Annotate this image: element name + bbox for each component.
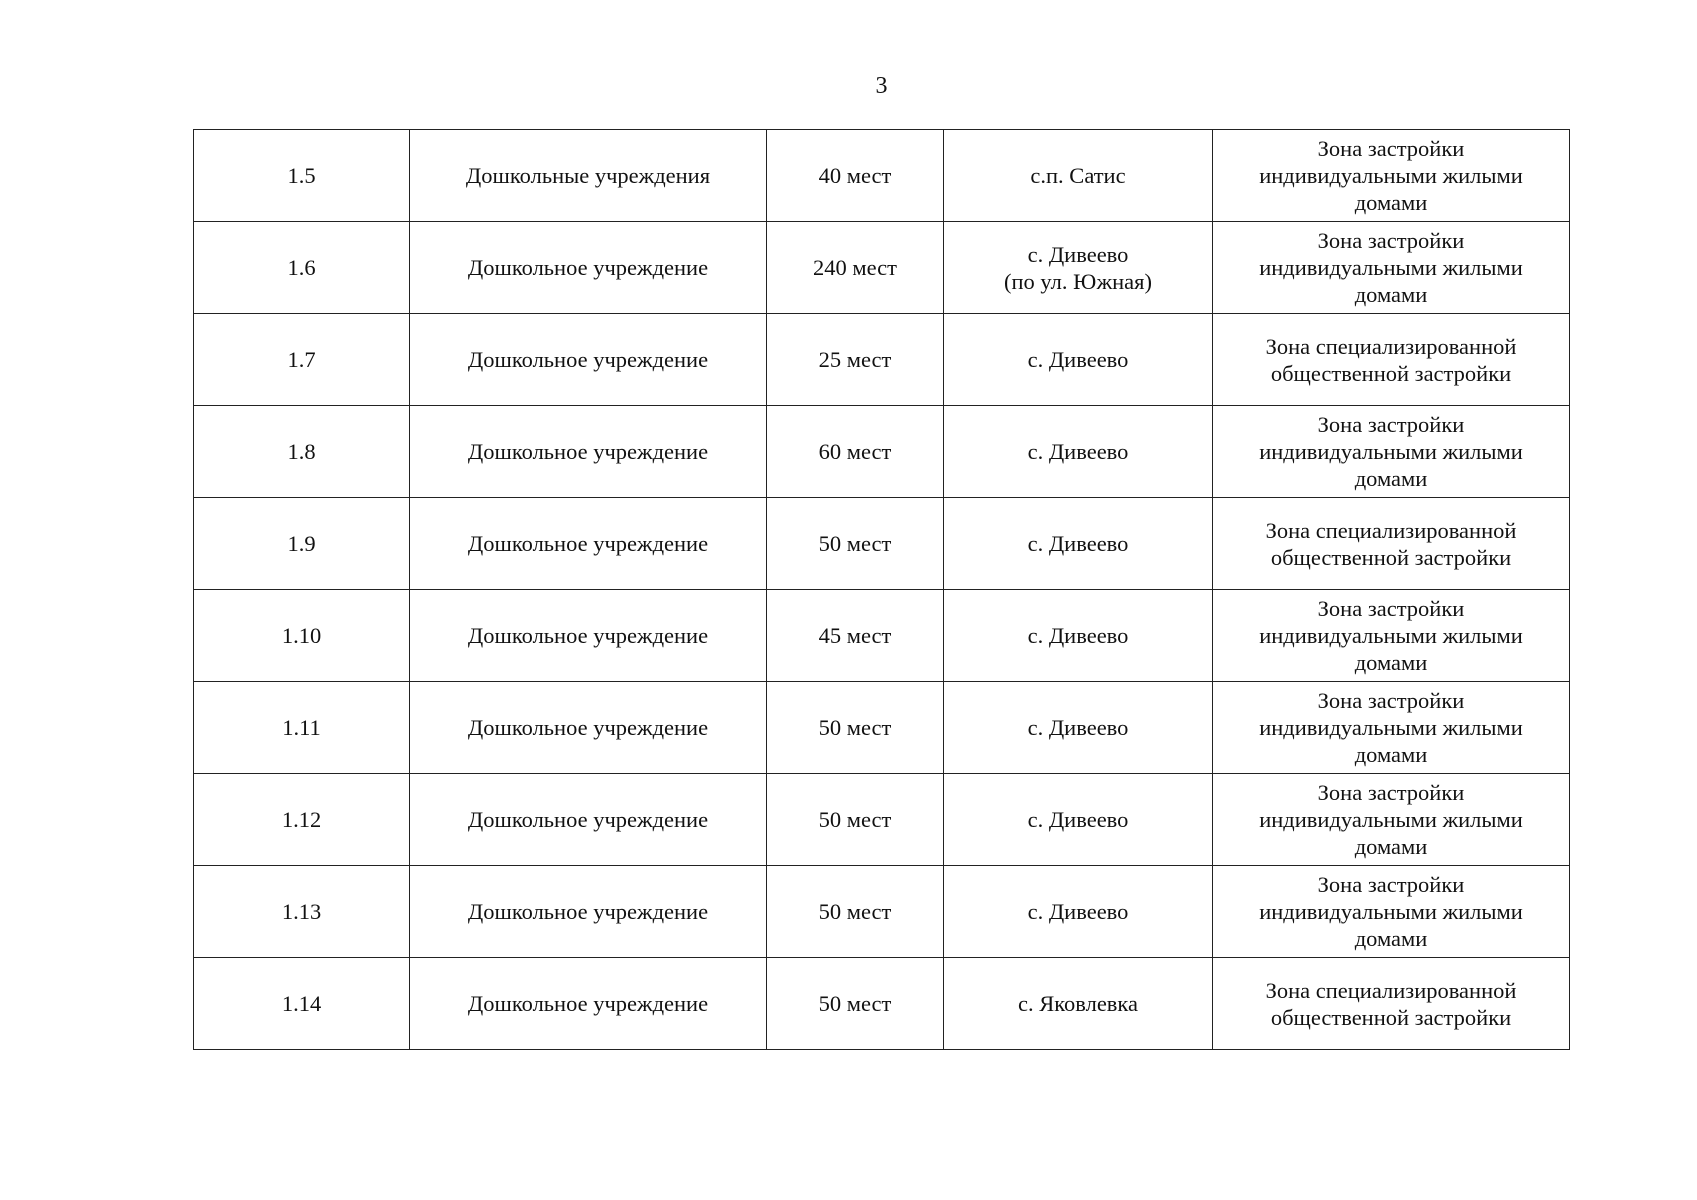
row-number-cell: 1.9 [194, 498, 410, 590]
facility-name-cell: Дошкольные учреждения [410, 130, 767, 222]
zone-cell [1213, 590, 1570, 682]
zone-cell-line: индивидуальными жилыми [1259, 439, 1523, 464]
zone-cell-line: Зона специализированной [1265, 517, 1517, 543]
row-number-cell: 1.7 [194, 314, 410, 406]
zone-cell [1213, 866, 1570, 958]
location-cell-line: (по ул. Южная) [1004, 268, 1152, 294]
table-row [194, 314, 1570, 406]
zone-cell [1213, 222, 1570, 314]
zone-cell [1213, 774, 1570, 866]
row-number-cell: 1.8 [194, 406, 410, 498]
zone-cell-line: общественной застройки [1270, 360, 1512, 386]
zone-cell [1213, 406, 1570, 498]
location-cell-line: с. Дивеево [1027, 715, 1129, 740]
row-number-cell: 1.11 [194, 682, 410, 774]
location-cell [944, 222, 1213, 314]
zone-cell-line: Зона застройки [1317, 780, 1465, 805]
location-cell-line: с. Дивеево [1027, 439, 1129, 464]
zone-cell-line: домами [1354, 466, 1428, 491]
zone-cell-line: Зона застройки [1317, 596, 1465, 621]
zone-cell-line: Зона застройки [1317, 228, 1465, 253]
facility-name-cell: Дошкольное учреждение [410, 682, 767, 774]
table-row [194, 774, 1570, 866]
zone-cell [1213, 498, 1570, 590]
facilities-table [193, 129, 1570, 1050]
zone-cell-line: домами [1354, 742, 1428, 767]
location-cell-line: с.п. Сатис [1030, 163, 1126, 188]
zone-cell [1213, 314, 1570, 406]
capacity-cell: 25 мест [767, 314, 944, 406]
location-cell [944, 866, 1213, 958]
capacity-cell: 45 мест [767, 590, 944, 682]
zone-cell-line: Зона застройки [1317, 136, 1465, 161]
table-row [194, 590, 1570, 682]
location-cell-line: с. Дивеево [1027, 531, 1129, 556]
facility-name-cell: Дошкольное учреждение [410, 498, 767, 590]
zone-cell [1213, 682, 1570, 774]
zone-cell-line: Зона специализированной [1265, 333, 1517, 359]
capacity-cell: 50 мест [767, 774, 944, 866]
zone-cell [1213, 958, 1570, 1050]
location-cell-line: с. Дивеево [1027, 807, 1129, 832]
facility-name-cell: Дошкольное учреждение [410, 406, 767, 498]
row-number-cell: 1.13 [194, 866, 410, 958]
location-cell-line: с. Дивеево [1027, 899, 1129, 924]
location-cell-line: с. Дивеево [1027, 347, 1129, 372]
zone-cell-line: домами [1354, 834, 1428, 859]
capacity-cell: 60 мест [767, 406, 944, 498]
row-number-cell: 1.6 [194, 222, 410, 314]
zone-cell-line: индивидуальными жилыми [1259, 715, 1523, 740]
capacity-cell: 50 мест [767, 682, 944, 774]
zone-cell-line: общественной застройки [1270, 544, 1512, 570]
location-cell [944, 406, 1213, 498]
location-cell-line: с. Дивеево [1027, 623, 1129, 648]
row-number-cell: 1.12 [194, 774, 410, 866]
facility-name-cell: Дошкольное учреждение [410, 222, 767, 314]
facility-name-cell: Дошкольное учреждение [410, 958, 767, 1050]
table-row [194, 498, 1570, 590]
zone-cell [1213, 130, 1570, 222]
zone-cell-line: индивидуальными жилыми [1259, 623, 1523, 648]
capacity-cell: 240 мест [767, 222, 944, 314]
zone-cell-line: домами [1354, 650, 1428, 675]
zone-cell-line: Зона застройки [1317, 688, 1465, 713]
facility-name-cell: Дошкольное учреждение [410, 774, 767, 866]
capacity-cell: 50 мест [767, 498, 944, 590]
capacity-cell: 50 мест [767, 866, 944, 958]
table-row [194, 682, 1570, 774]
location-cell [944, 774, 1213, 866]
capacity-cell: 50 мест [767, 958, 944, 1050]
table-body [194, 130, 1570, 1050]
location-cell [944, 958, 1213, 1050]
location-cell-line: с. Дивеево [1027, 241, 1129, 267]
location-cell [944, 130, 1213, 222]
zone-cell-line: домами [1354, 190, 1428, 215]
row-number-cell: 1.10 [194, 590, 410, 682]
table-row [194, 222, 1570, 314]
row-number-cell: 1.14 [194, 958, 410, 1050]
location-cell [944, 314, 1213, 406]
zone-cell-line: индивидуальными жилыми [1259, 899, 1523, 924]
zone-cell-line: индивидуальными жилыми [1259, 807, 1523, 832]
location-cell [944, 682, 1213, 774]
zone-cell-line: общественной застройки [1270, 1004, 1512, 1030]
row-number-cell: 1.5 [194, 130, 410, 222]
location-cell [944, 498, 1213, 590]
table-row [194, 958, 1570, 1050]
zone-cell-line: домами [1354, 926, 1428, 951]
location-cell-line: с. Яковлевка [1017, 991, 1139, 1016]
facility-name-cell: Дошкольное учреждение [410, 590, 767, 682]
facility-name-cell: Дошкольное учреждение [410, 866, 767, 958]
zone-cell-line: индивидуальными жилыми [1259, 163, 1523, 188]
table-row [194, 130, 1570, 222]
zone-cell-line: домами [1354, 282, 1428, 307]
zone-cell-line: Зона застройки [1317, 872, 1465, 897]
location-cell [944, 590, 1213, 682]
zone-cell-line: Зона специализированной [1265, 977, 1517, 1003]
zone-cell-line: индивидуальными жилыми [1259, 255, 1523, 280]
page-number: 3 [875, 73, 888, 99]
table-row [194, 406, 1570, 498]
facility-name-cell: Дошкольное учреждение [410, 314, 767, 406]
table-row [194, 866, 1570, 958]
capacity-cell: 40 мест [767, 130, 944, 222]
zone-cell-line: Зона застройки [1317, 412, 1465, 437]
